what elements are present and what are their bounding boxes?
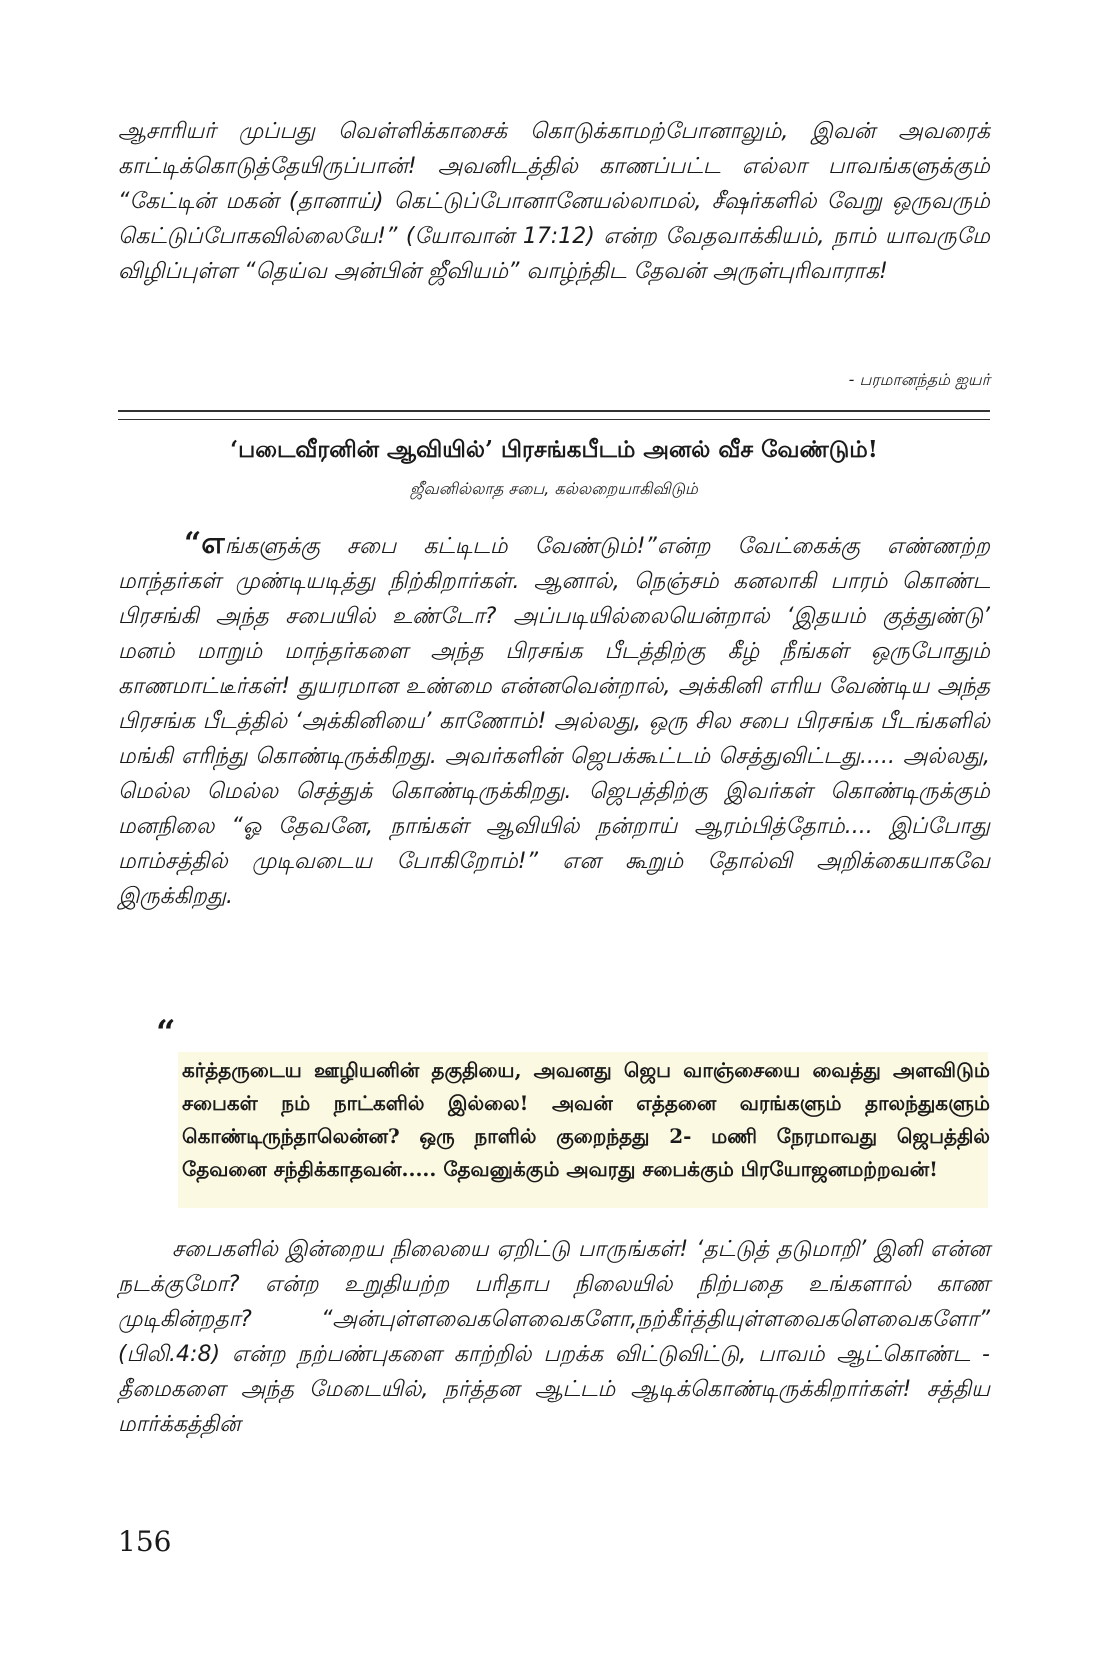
intro-paragraph: ஆசாரியர் முப்பது வெள்ளிக்காசைக் கொடுக்காமற்போனாலும், இவன் அவரைக் காட்டிக்கொடுத்தேயிருப்பான்! அவனிடத்தில் காணப்பட்ட எல்லா பாவங்களுக்கும் “கேட்டின் மகன் (தானாய்) கெட்டுப்போனானேயல்லாமல், சீஷர்களில் வேறு ஒருவரும் கெட்டுப்போகவில்லையே!” (யோவான் 17:12) என்ற வேதவாக்கியம், நாம் யாவருமே விழிப்புள்ள “தெய்வ அன்பின் ஜீவியம்” வாழ்ந்திட தேவன் அருள்புரிவாராக! (118, 119, 990, 284)
section-divider-thick (118, 410, 990, 412)
drop-cap-letter: எ (201, 526, 225, 561)
paragraph-1-text: ங்களுக்கு சபை கட்டிடம் வேண்டும்!”என்ற வேட்கைக்கு எண்ணற்ற மாந்தர்கள் முண்டியடித்து நிற்கிறார்கள். ஆனால், நெஞ்சம் கனலாகி பாரம் கொண்ட பிரசங்கி அந்த சபையில் உண்டோ? அப்படியில்லையென்றால் ‘இதயம் குத்துண்டு’ மனம் மாறும் மாந்தர்களை அந்த பிரசங்க பீடத்திற்கு கீழ் நீங்கள் ஒருபோதும் காணமாட்டீர்கள்! துயரமான உண்மை என்னவென்றால், அக்கினி எரிய வேண்டிய அந்த பிரசங்க பீடத்தில் ‘அக்கினியை’ காணோம்! அல்லது, ஒரு சில சபை பிரசங்க பீடங்களில் மங்கி எரிந்து கொண்டிருக்கிறது. அவர்களின் ஜெபக்கூட்டம் செத்துவிட்டது..... அல்லது, மெல்ல மெல்ல செத்துக் கொண்டிருக்கிறது. ஜெபத்திற்கு இவர்கள் கொண்டிருக்கும் மனநிலை “ஓ தேவனே, நாங்கள் ஆவியில் நன்றாய் ஆரம்பித்தோம்.... இப்போது மாம்சத்தில் முடிவடைய போகிறோம்!” என கூறும் தோல்வி அறிக்கையாகவே இருக்கிறது. (118, 534, 990, 909)
author-signature: - பரமானந்தம் ஐயர் (848, 370, 990, 389)
article-title: ‘படைவீரனின் ஆவியில்’ பிரசங்கபீடம் அனல் வீச வேண்டும்! (230, 436, 878, 463)
pullquote-mark-icon: “ (156, 1013, 176, 1053)
pullquote-text: கர்த்தருடைய ஊழியனின் தகுதியை, அவனது ஜெப வாஞ்சையை வைத்து அளவிடும் சபைகள் நம் நாட்களில் இல்லை! அவன் எத்தனை வரங்களும் தாலந்துகளும் கொண்டிருந்தாலென்ன? ஒரு நாளில் குறைந்தது 2- மணி நேரமாவது ஜெபத்தில் தேவனை சந்திக்காதவன்..... தேவனுக்கும் அவரது சபைக்கும் பிரயோஜனமற்றவன்! (182, 1058, 990, 1181)
article-subtitle: ஜீவனில்லாத சபை, கல்லறையாகிவிடும் (410, 479, 698, 498)
opening-quote-mark: “ (184, 526, 202, 561)
article-paragraph-1 (118, 526, 990, 914)
article-paragraph-2: சபைகளில் இன்றைய நிலையை ஏறிட்டு பாருங்கள்! ‘தட்டுத் தடுமாறி’ இனி என்ன நடக்குமோ? என்ற உறுதியற்ற பரிதாப நிலையில் நிற்பதை உங்களால் காண முடிகின்றதா? “அன்புள்ளவைகளெவைகளோ,நற்கீர்த்தியுள்ளவைகளெவைகளோ” (பிலி.4:8) என்ற நற்பண்புகளை காற்றில் பறக்க விட்டுவிட்டு, பாவம் ஆட்கொண்ட - தீமைகளை அந்த மேடையில், நர்த்தன ஆட்டம் ஆடிக்கொண்டிருக்கிறார்கள்! சத்திய மார்க்கத்தின் (118, 1237, 990, 1437)
section-divider-thin (118, 419, 990, 420)
page-number: 156 (118, 1525, 172, 1558)
book-page (118, 0, 990, 1654)
